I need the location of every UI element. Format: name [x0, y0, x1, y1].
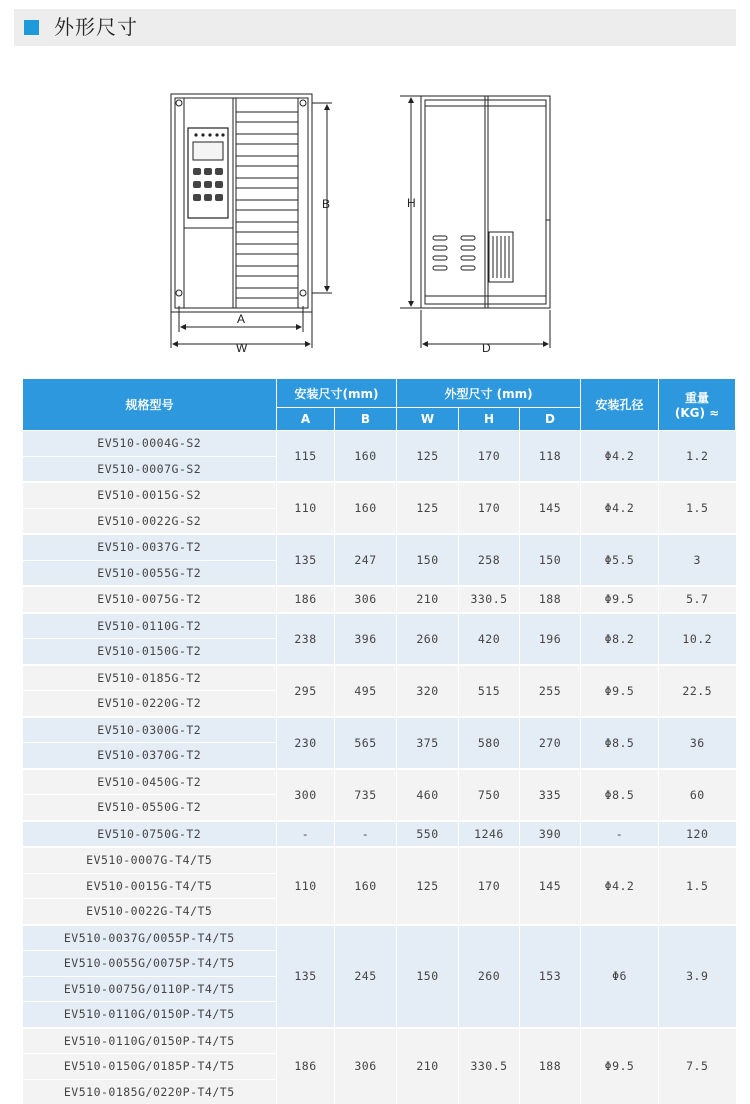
- table-row: [23, 925, 736, 951]
- model-cell: EV510-0220G-T2: [23, 691, 277, 717]
- mount-a-cell: 110: [277, 847, 335, 925]
- model-cell: EV510-0150G-T2: [23, 639, 277, 665]
- mount-a-cell: 230: [277, 717, 335, 769]
- hole-size-cell: Φ9.5: [581, 586, 659, 613]
- outline-h-cell: 580: [459, 717, 520, 769]
- outline-w-cell: 210: [397, 1028, 459, 1104]
- mount-a-cell: 135: [277, 534, 335, 586]
- model-cell: EV510-0075G/0110P-T4/T5: [23, 976, 277, 1002]
- outline-w-cell: 150: [397, 925, 459, 1028]
- outline-h-cell: 260: [459, 925, 520, 1028]
- model-cell: EV510-0110G-T2: [23, 613, 277, 639]
- model-cell: EV510-0037G/0055P-T4/T5: [23, 925, 277, 951]
- model-cell: EV510-0007G-T4/T5: [23, 847, 277, 873]
- section-marker-icon: [24, 20, 39, 35]
- table-row: [23, 847, 736, 873]
- table-row: [23, 482, 736, 508]
- dim-label-w: W: [236, 341, 248, 355]
- outline-w-cell: 210: [397, 586, 459, 613]
- header-weight-line1: 重量: [659, 389, 735, 406]
- model-cell: EV510-0110G/0150P-T4/T5: [23, 1002, 277, 1028]
- outline-d-cell: 270: [520, 717, 581, 769]
- weight-cell: 60: [659, 769, 736, 821]
- model-group: [23, 847, 736, 925]
- section-title: 外形尺寸: [54, 15, 138, 40]
- outline-h-cell: 258: [459, 534, 520, 586]
- header-mount-size: 安装尺寸(mm): [277, 379, 397, 408]
- table-row: [23, 431, 736, 457]
- header-outline-size: 外型尺寸 (mm): [397, 379, 581, 408]
- weight-cell: 1.2: [659, 431, 736, 483]
- header-hole: 安装孔径: [581, 379, 659, 431]
- mount-b-cell: 306: [335, 586, 397, 613]
- table-row: [23, 613, 736, 639]
- outline-h-cell: 330.5: [459, 586, 520, 613]
- outline-h-cell: 170: [459, 431, 520, 483]
- mount-b-cell: 160: [335, 847, 397, 925]
- hole-size-cell: Φ4.2: [581, 431, 659, 483]
- outline-d-cell: 150: [520, 534, 581, 586]
- hole-size-cell: Φ4.2: [581, 482, 659, 534]
- model-cell: EV510-0150G/0185P-T4/T5: [23, 1054, 277, 1080]
- outline-h-cell: 420: [459, 613, 520, 665]
- mount-b-cell: 495: [335, 665, 397, 717]
- model-cell: EV510-0370G-T2: [23, 743, 277, 769]
- header-a: A: [277, 408, 335, 431]
- mount-b-cell: 565: [335, 717, 397, 769]
- mount-a-cell: 110: [277, 482, 335, 534]
- header-weight: [659, 379, 736, 431]
- model-cell: EV510-0185G/0220P-T4/T5: [23, 1079, 277, 1104]
- model-cell: EV510-0022G-T4/T5: [23, 899, 277, 925]
- table-row: [23, 821, 736, 848]
- mount-b-cell: 160: [335, 482, 397, 534]
- table-row: [23, 717, 736, 743]
- outline-h-cell: 170: [459, 847, 520, 925]
- header-w: W: [397, 408, 459, 431]
- outline-d-cell: 196: [520, 613, 581, 665]
- mount-b-cell: 306: [335, 1028, 397, 1104]
- dim-label-h: H: [407, 196, 416, 210]
- model-group: [23, 431, 736, 483]
- outline-w-cell: 150: [397, 534, 459, 586]
- weight-cell: 1.5: [659, 847, 736, 925]
- model-cell: EV510-0075G-T2: [23, 586, 277, 613]
- hole-size-cell: Φ8.5: [581, 717, 659, 769]
- hole-size-cell: Φ8.2: [581, 613, 659, 665]
- hole-size-cell: Φ5.5: [581, 534, 659, 586]
- mount-a-cell: 135: [277, 925, 335, 1028]
- weight-cell: 1.5: [659, 482, 736, 534]
- mount-b-cell: 247: [335, 534, 397, 586]
- weight-cell: 22.5: [659, 665, 736, 717]
- model-cell: EV510-0055G/0075P-T4/T5: [23, 951, 277, 977]
- hole-size-cell: Φ8.5: [581, 769, 659, 821]
- table-row: [23, 534, 736, 560]
- outline-w-cell: 320: [397, 665, 459, 717]
- model-cell: EV510-0300G-T2: [23, 717, 277, 743]
- outline-w-cell: 260: [397, 613, 459, 665]
- model-group: [23, 665, 736, 717]
- hole-size-cell: Φ4.2: [581, 847, 659, 925]
- outline-d-cell: 153: [520, 925, 581, 1028]
- mount-a-cell: -: [277, 821, 335, 848]
- model-cell: EV510-0055G-T2: [23, 560, 277, 586]
- outline-w-cell: 550: [397, 821, 459, 848]
- outline-w-cell: 125: [397, 431, 459, 483]
- hole-size-cell: Φ9.5: [581, 665, 659, 717]
- outline-d-cell: 335: [520, 769, 581, 821]
- header-weight-line2: (KG) ≈: [659, 406, 735, 420]
- mount-b-cell: 735: [335, 769, 397, 821]
- table-row: [23, 665, 736, 691]
- weight-cell: 36: [659, 717, 736, 769]
- outline-d-cell: 145: [520, 482, 581, 534]
- mount-a-cell: 300: [277, 769, 335, 821]
- model-cell: EV510-0004G-S2: [23, 431, 277, 457]
- outline-w-cell: 125: [397, 847, 459, 925]
- model-group: [23, 586, 736, 613]
- weight-cell: 10.2: [659, 613, 736, 665]
- dim-label-a: A: [237, 312, 245, 326]
- model-group: [23, 769, 736, 821]
- outline-d-cell: 118: [520, 431, 581, 483]
- dim-label-b: B: [322, 197, 330, 211]
- outline-h-cell: 330.5: [459, 1028, 520, 1104]
- model-cell: EV510-0110G/0150P-T4/T5: [23, 1028, 277, 1054]
- dimension-drawing: [0, 80, 750, 360]
- mount-a-cell: 186: [277, 1028, 335, 1104]
- model-cell: EV510-0037G-T2: [23, 534, 277, 560]
- mount-b-cell: 396: [335, 613, 397, 665]
- model-group: [23, 1028, 736, 1104]
- outline-d-cell: 145: [520, 847, 581, 925]
- weight-cell: 7.5: [659, 1028, 736, 1104]
- weight-cell: 3.9: [659, 925, 736, 1028]
- model-cell: EV510-0550G-T2: [23, 795, 277, 821]
- outline-d-cell: 188: [520, 1028, 581, 1104]
- side-view: [400, 96, 550, 348]
- dimension-table: [22, 378, 736, 1104]
- outline-h-cell: 750: [459, 769, 520, 821]
- outline-w-cell: 125: [397, 482, 459, 534]
- weight-cell: 5.7: [659, 586, 736, 613]
- weight-cell: 120: [659, 821, 736, 848]
- model-group: [23, 717, 736, 769]
- model-cell: EV510-0015G-T4/T5: [23, 873, 277, 899]
- model-cell: EV510-0450G-T2: [23, 769, 277, 795]
- table-row: [23, 769, 736, 795]
- model-cell: EV510-0022G-S2: [23, 508, 277, 534]
- weight-cell: 3: [659, 534, 736, 586]
- header-h: H: [459, 408, 520, 431]
- model-group: [23, 482, 736, 534]
- outline-w-cell: 375: [397, 717, 459, 769]
- section-header: [14, 9, 736, 46]
- header-model: 规格型号: [23, 379, 277, 431]
- header-b: B: [335, 408, 397, 431]
- model-cell: EV510-0185G-T2: [23, 665, 277, 691]
- hole-size-cell: Φ9.5: [581, 1028, 659, 1104]
- model-cell: EV510-0007G-S2: [23, 456, 277, 482]
- model-group: [23, 534, 736, 586]
- model-group: [23, 925, 736, 1028]
- model-cell: EV510-0015G-S2: [23, 482, 277, 508]
- outline-h-cell: 515: [459, 665, 520, 717]
- mount-a-cell: 115: [277, 431, 335, 483]
- mount-b-cell: 160: [335, 431, 397, 483]
- model-cell: EV510-0750G-T2: [23, 821, 277, 848]
- model-group: [23, 613, 736, 665]
- mount-a-cell: 238: [277, 613, 335, 665]
- hole-size-cell: Φ6: [581, 925, 659, 1028]
- hole-size-cell: -: [581, 821, 659, 848]
- mount-b-cell: -: [335, 821, 397, 848]
- outline-d-cell: 390: [520, 821, 581, 848]
- outline-d-cell: 188: [520, 586, 581, 613]
- mount-a-cell: 295: [277, 665, 335, 717]
- header-d: D: [520, 408, 581, 431]
- outline-w-cell: 460: [397, 769, 459, 821]
- outline-d-cell: 255: [520, 665, 581, 717]
- table-row: [23, 586, 736, 613]
- mount-a-cell: 186: [277, 586, 335, 613]
- table-row: [23, 1028, 736, 1054]
- outline-h-cell: 1246: [459, 821, 520, 848]
- dim-label-d: D: [482, 341, 491, 355]
- mount-b-cell: 245: [335, 925, 397, 1028]
- outline-h-cell: 170: [459, 482, 520, 534]
- front-view: [171, 94, 332, 348]
- model-group: [23, 821, 736, 848]
